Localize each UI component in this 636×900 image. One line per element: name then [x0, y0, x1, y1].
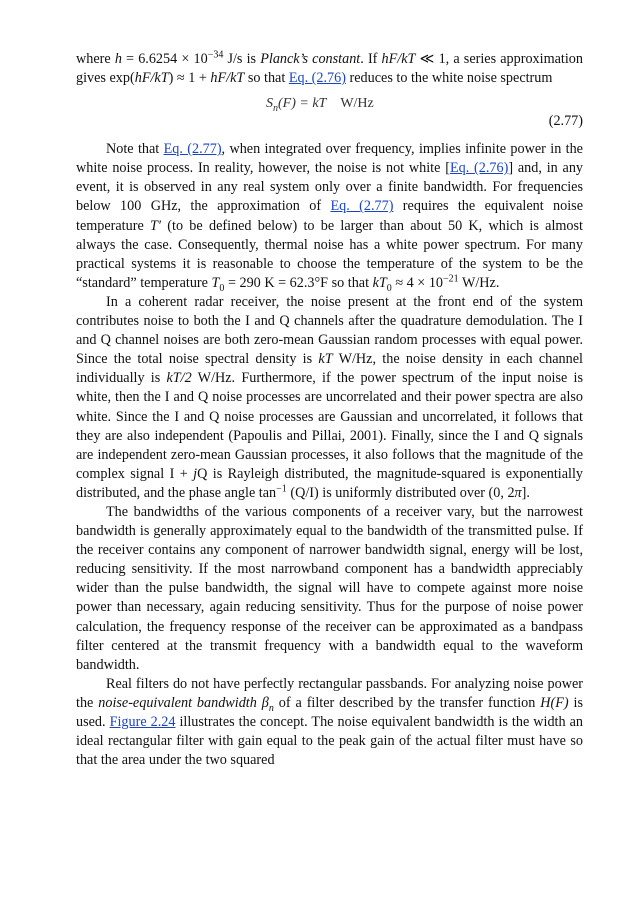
text: requires the equivalent noise temperature [76, 198, 583, 234]
text: (Q/I) is uniformly distributed over (0, 2 [286, 484, 515, 501]
text: Q is Rayleigh distributed, the magnitude-squared is exponentially distributed, and the phase angle tan [76, 465, 584, 501]
math: T [211, 274, 220, 291]
math: kT [372, 274, 387, 291]
text: = 6.6254 × 10 [121, 51, 208, 67]
text: ≪ 1, a series approximation gives exp( [76, 51, 583, 87]
math: j [193, 465, 198, 482]
text: ]. [521, 484, 530, 501]
exponent: −34 [207, 49, 224, 61]
term-noise-equivalent-bandwidth: noise-equivalent bandwidth [98, 694, 257, 711]
text: . If [360, 51, 382, 67]
text: so that [244, 70, 289, 87]
text: W/Hz, the noise density in each channel individually is [76, 351, 583, 387]
text: In a coherent radar receiver, the noise present at the front end of the system contributes noise to both the I and Q channels after the quadrature demodulation. The I and Q channel noises are both zero-mean Gaussian random processes with equal power. Since the total noise spectral density is [76, 293, 583, 368]
equation-body [266, 94, 374, 113]
text: W/Hz. [458, 274, 500, 291]
paragraph-noise-equivalent-bandwidth [76, 675, 583, 770]
paragraph-planck [76, 50, 583, 88]
math: (F) = kT [278, 96, 327, 112]
text: = 290 K = 62.3°F so that [224, 274, 373, 291]
math: kT/2 [166, 370, 192, 387]
link-eq-2-76[interactable]: Eq. (2.76) [288, 70, 346, 87]
math: hF/kT [134, 70, 169, 87]
math: H(F) [540, 694, 569, 711]
text: (to be defined below) to be larger than about 50 K, which is almost always the case. Consequently, thermal noise has a white power spectrum. For many practical systems it is reasonable to choose the temperature of the system to be the “standard” temperature [76, 217, 583, 291]
symbol-h: h [114, 51, 122, 67]
text: is used. [76, 694, 584, 730]
text: illustrates the concept. The noise equivalent bandwidth is the width an ideal rectangular filter with gain equal to the peak gain of the actual filter must have so that the area under the two squared [76, 714, 583, 769]
math: kT [318, 351, 333, 368]
math: 0 [386, 282, 392, 294]
text: W/Hz. Furthermore, if the power spectrum of the input noise is white, then the I and Q noise processes are uncorrelated and their power spectra are also white. Since the I and Q noise processes are Gaussian and uncorrelated, it follows that they are also independent (Papoulis and Pillai, 2001). Finally, since the I and Q signals are independent zero-mean Gaussian processes, it also follows that the magnitude of the complex signal I + [76, 370, 583, 482]
math: hF/kT [381, 51, 416, 67]
text: , when integrated over frequency, implies infinite power in the white noise process. In reality, however, the noise is not white [ [76, 141, 583, 177]
math: n [273, 102, 278, 114]
text: J/s is [223, 51, 261, 67]
term-plancks-constant: Planck’s constant [260, 51, 361, 67]
link-eq-2-76[interactable]: Eq. (2.76) [449, 160, 509, 177]
equation-2-77 [76, 92, 583, 132]
paragraph-iq-noise [76, 293, 583, 503]
document-page [76, 50, 583, 770]
text: Real filters do not have perfectly rectangular passbands. For analyzing noise power the [76, 675, 583, 711]
text: Note that [106, 141, 164, 158]
math: 0 [219, 282, 225, 294]
math: n [268, 702, 274, 714]
text: reduces to the white noise spectrum [345, 70, 553, 87]
units: W/Hz [340, 96, 374, 112]
math: T′ [150, 217, 162, 234]
text: ] and, in any event, it is observed in any real system only over a finite bandwidth. For frequencies below 100 GHz, the approximation of [76, 160, 584, 215]
link-figure-2-24[interactable]: Figure 2.24 [109, 714, 176, 730]
exponent: −1 [276, 483, 287, 495]
paragraph-white-noise [76, 140, 583, 293]
text: ≈ 4 × 10 [391, 274, 444, 291]
exponent: −21 [443, 273, 459, 285]
text: where [76, 51, 115, 67]
text: of a filter described by the transfer function [273, 694, 541, 711]
paragraph-bandwidth: The bandwidths of the various components of a receiver vary, but the narrowest bandwidth is generally approximately equal to the bandwidth of the transmitted pulse. If the receiver contains any component of narrower bandwidth signal, energy will be lost, reducing sensitivity. If the most narrowband component has a bandwidth appreciably wider than the pulse bandwidth, the signal will have to compete against more noise power than necessary, again reducing sensitivity. Thus for the purpose of noise power calculation, the frequency response of the receiver can be approximated as a bandpass filter centered at the transmit frequency with a bandwidth equal to the waveform bandwidth. [76, 503, 583, 673]
equation-number: (2.77) [548, 113, 583, 130]
link-eq-2-77[interactable]: Eq. (2.77) [163, 141, 222, 158]
text: ) ≈ 1 + [168, 70, 211, 87]
link-eq-2-77[interactable]: Eq. (2.77) [330, 198, 394, 215]
math: S [266, 96, 273, 112]
math: β [261, 694, 269, 711]
math: π [514, 484, 522, 501]
math: hF/kT [210, 70, 245, 87]
